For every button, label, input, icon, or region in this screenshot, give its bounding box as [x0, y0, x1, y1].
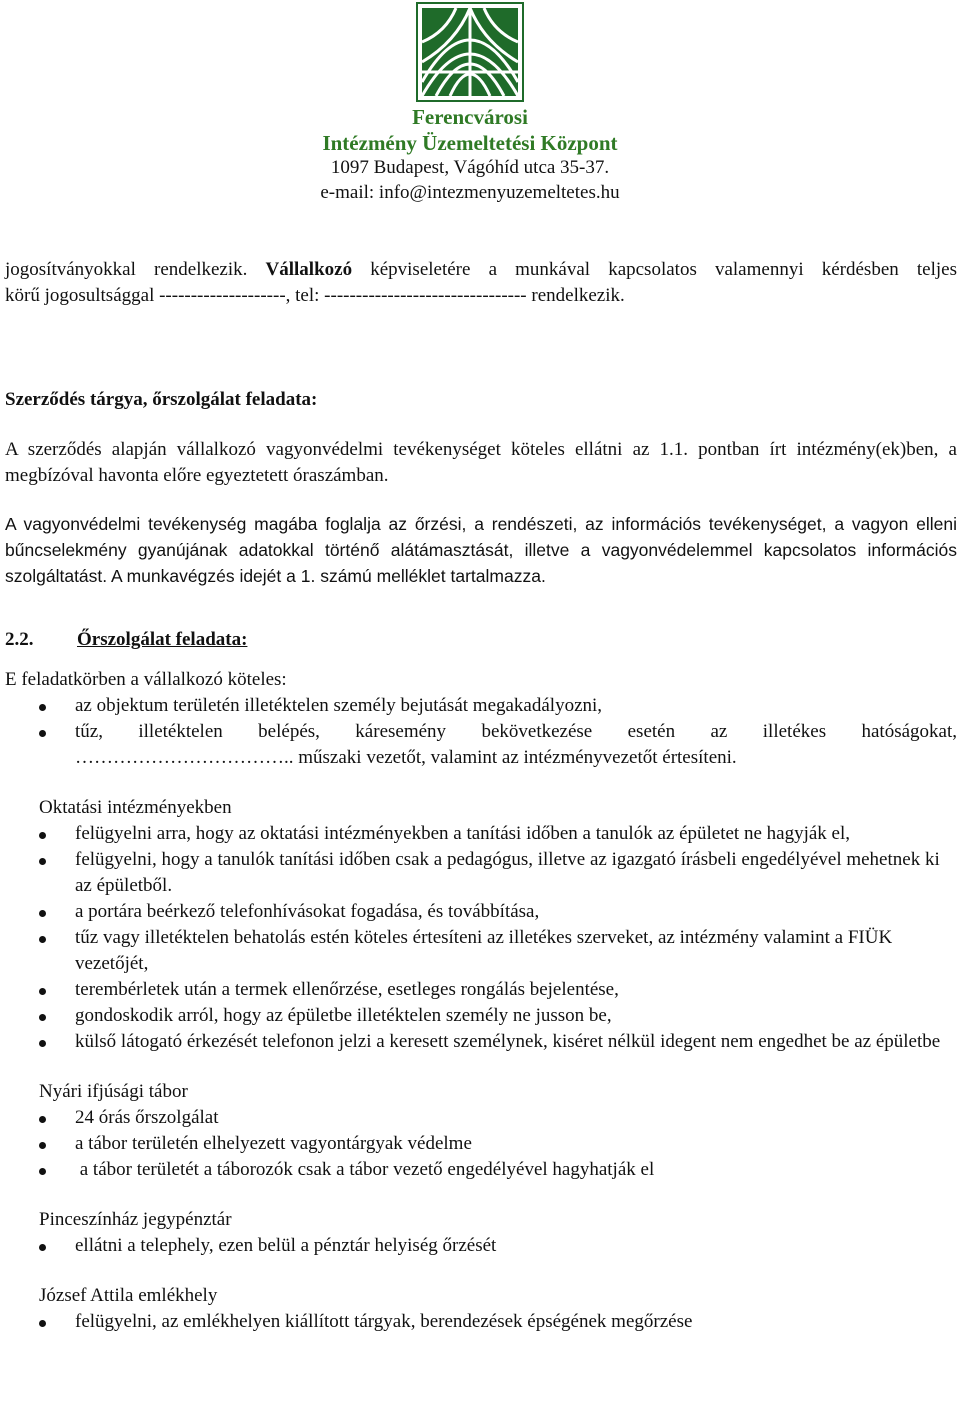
section-2-2-heading: [5, 627, 957, 653]
list-item: felügyelni arra, hogy az oktatási intézményekben a tanítási időben a tanulók az épületet ne hagyják el,: [75, 821, 957, 847]
subject-paragraph-1: A szerződés alapján vállalkozó vagyonvédelmi tevékenységet köteles ellátni az 1.1. pontban írt intézmény(ek)ben, a megbízóval havonta előre egyeztetett óraszámban.: [5, 439, 957, 486]
list-item: az objektum területén illetéktelen személy bejutását megakadályozni,: [75, 693, 957, 719]
list-item: a tábor területét a táborozók csak a tábor vezető engedélyével hagyhatják el: [75, 1157, 957, 1183]
list-item: tűz vagy illetéktelen behatolás estén köteles értesíteni az illetékes szerveket, az intézmény valamint a FIÜK vezetőjét,: [75, 925, 957, 977]
list-item: ellátni a telephely, ezen belül a pénztár helyiség őrzését: [75, 1233, 957, 1259]
org-address: 1097 Budapest, Vágóhíd utca 35-37.: [330, 157, 610, 178]
list-item: külső látogató érkezését telefonon jelzi a keresett személynek, kiséret nélkül idegent nem engedhet be az épületbe: [75, 1029, 957, 1055]
duty-list: [5, 693, 957, 745]
section-lead: E feladatkörben a vállalkozó köteles:: [5, 669, 287, 690]
list-item: a portára beérkező telefonhívásokat fogadása, és továbbítása,: [75, 899, 957, 925]
memorial-title: József Attila emlékhely: [39, 1285, 218, 1306]
ferencvaros-logo-icon: [416, 2, 524, 102]
list-item: felügyelni, hogy a tanulók tanítási időben csak a pedagógus, illetve az igazgató írásbeli engedélyével mehetnek ki az épületből.: [75, 847, 957, 899]
list-item: 24 órás őrszolgálat: [75, 1105, 957, 1131]
list-item: tűz, illetéktelen belépés, káresemény bekövetkezése esetén az illetékes hatóságokat,: [75, 719, 957, 745]
list-item: terembérletek után a termek ellenőrzése, esetleges rongálás bejelentése,: [75, 977, 957, 1003]
subject-heading: Szerződés tárgya, őrszolgálat feladata:: [5, 389, 318, 410]
document-body: [5, 257, 957, 1335]
cellar-list: [5, 1233, 957, 1259]
intro-text: képviseletére a munkával kapcsolatos valamennyi kérdésben teljes: [352, 259, 957, 280]
intro-line-1: [5, 257, 957, 283]
list-item: a tábor területén elhelyezett vagyontárgyak védelme: [75, 1131, 957, 1157]
org-name-line2: Intézmény Üzemeltetési Központ: [322, 131, 618, 155]
intro-text: jogosítványokkal rendelkezik.: [5, 259, 266, 280]
list-item: felügyelni, az emlékhelyen kiállított tárgyak, berendezések épségének megőrzése: [75, 1309, 957, 1335]
duty-continuation: …………………………….. műszaki vezetőt, valamint az intézményvezetőt értesíteni.: [75, 747, 737, 768]
list-item: gondoskodik arról, hogy az épületbe illetéktelen személy ne jusson be,: [75, 1003, 957, 1029]
subject-paragraph-2: A vagyonvédelmi tevékenység magába foglalja az őrzési, a rendészeti, az információs tevékenységet, a vagyon elleni bűncselekmény gyanújának adatokkal történő alátámasztását, illetve a vagyonvédelemmel kapcsolatos információs szolgáltatást. A munkavégzés idejét a 1. számú melléklet tartalmazza.: [5, 514, 957, 586]
schools-title: Oktatási intézményekben: [39, 797, 232, 818]
schools-list: [5, 821, 957, 1055]
section-number: 2.2.: [5, 629, 34, 650]
section-title: Őrszolgálat feladata:: [77, 629, 248, 650]
org-email: e-mail: info@intezmenyuzemeltetes.hu: [320, 182, 620, 203]
camp-title: Nyári ifjúsági tábor: [39, 1081, 188, 1102]
letterhead: [0, 0, 960, 212]
org-name-line1: Ferencvárosi: [412, 105, 528, 129]
intro-bold-vallalkozo: Vállalkozó: [265, 259, 353, 280]
cellar-title: Pinceszínház jegypénztár: [39, 1209, 232, 1230]
camp-list: [5, 1105, 957, 1183]
memorial-list: [5, 1309, 957, 1335]
intro-line-2: körű jogosultsággal --------------------, tel: -------------------------------- rendelkezik.: [5, 285, 625, 306]
